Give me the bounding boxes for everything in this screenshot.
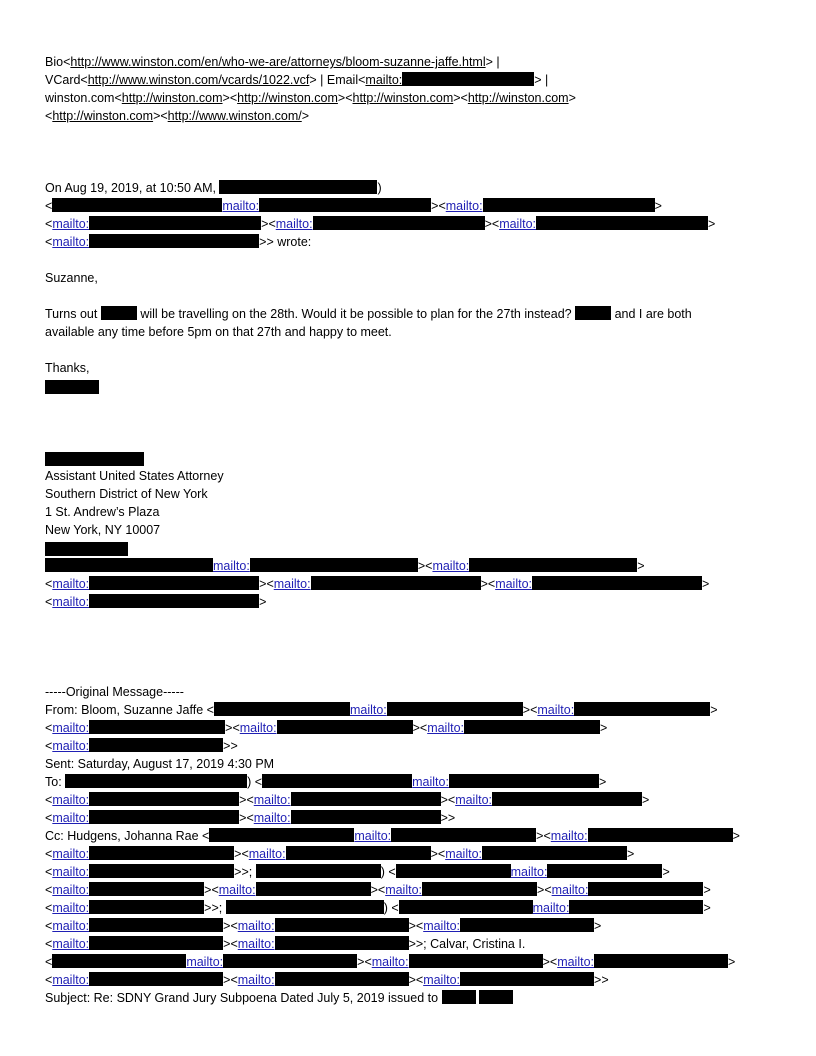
- mailto-link[interactable]: mailto:: [52, 577, 90, 591]
- sig-office: Southern District of New York: [45, 487, 208, 501]
- bio-line: Bio<http://www.winston.com/en/who-we-are/attorneys/bloom-suzanne-jaffe.html> |: [45, 55, 500, 69]
- redaction: [89, 846, 234, 860]
- closing: Thanks,: [45, 361, 90, 375]
- mailto-link[interactable]: mailto:: [237, 973, 275, 987]
- bio-link[interactable]: http://www.winston.com/en/who-we-are/attorneys/bloom-suzanne-jaffe.html: [70, 55, 486, 69]
- redaction: [89, 900, 204, 914]
- to-line: <mailto: ><mailto: ><mailto: >: [45, 793, 650, 807]
- redaction: [89, 738, 223, 752]
- mailto-link[interactable]: mailto:: [427, 721, 465, 735]
- redaction: [214, 702, 350, 716]
- redaction: [89, 864, 234, 878]
- cc-line: <mailto: ><mailto: ><mailto: >: [45, 919, 602, 933]
- mailto-link[interactable]: mailto:: [423, 973, 461, 987]
- to-line: <mailto: ><mailto: >>: [45, 811, 456, 825]
- winston-link[interactable]: http://winston.com: [467, 91, 569, 105]
- mailto-link[interactable]: mailto:: [423, 919, 461, 933]
- redaction: [89, 216, 261, 230]
- mailto-link[interactable]: mailto:: [52, 847, 90, 861]
- redaction: [479, 990, 513, 1004]
- mailto-link[interactable]: mailto:: [52, 721, 90, 735]
- mailto-link[interactable]: mailto:: [537, 703, 575, 717]
- mailto-link[interactable]: mailto:: [239, 721, 277, 735]
- redaction: [101, 306, 137, 320]
- redaction: [569, 900, 703, 914]
- redaction: [575, 306, 611, 320]
- redaction: [442, 990, 476, 1004]
- redaction: [449, 774, 599, 788]
- redaction: [89, 882, 204, 896]
- email-mailto-link[interactable]: mailto:: [365, 73, 403, 87]
- subject-line: Subject: Re: SDNY Grand Jury Subpoena Dated July 5, 2019 issued to: [45, 989, 513, 1007]
- redaction: [311, 576, 481, 590]
- redaction: [89, 594, 259, 608]
- redaction: [262, 774, 412, 788]
- mailto-link[interactable]: mailto:: [52, 811, 90, 825]
- winston-line: winston.com<http://winston.com><http://winston.com><http://winston.com><http://winston.com>: [45, 91, 576, 105]
- mailto-link[interactable]: mailto:: [550, 829, 588, 843]
- redaction: [409, 954, 543, 968]
- mailto-link[interactable]: mailto:: [213, 559, 250, 573]
- mailto-link[interactable]: mailto:: [445, 847, 483, 861]
- mailto-link[interactable]: mailto:: [275, 217, 313, 231]
- redaction: [422, 882, 537, 896]
- sig-email-line: <mailto: ><mailto: ><mailto: >: [45, 577, 710, 591]
- redaction: [52, 954, 186, 968]
- redaction: [275, 972, 409, 986]
- mailto-link[interactable]: mailto:: [52, 217, 90, 231]
- redaction: [65, 774, 247, 788]
- redaction: [219, 180, 377, 194]
- mailto-link[interactable]: mailto:: [52, 919, 90, 933]
- redaction: [250, 558, 418, 572]
- redaction: [588, 882, 703, 896]
- sig-address-1: 1 St. Andrew’s Plaza: [45, 505, 160, 519]
- redaction: [482, 846, 627, 860]
- from-line: <mailto: ><mailto: ><mailto: >: [45, 721, 608, 735]
- redaction: [209, 828, 354, 842]
- greeting: Suzanne,: [45, 271, 98, 285]
- cc-line: <mailto: ><mailto: ><mailto: ><mailto: >: [45, 883, 711, 897]
- mailto-link[interactable]: mailto:: [273, 577, 311, 591]
- cc-line: < mailto: ><mailto: ><mailto: >: [45, 955, 736, 969]
- mailto-link[interactable]: mailto:: [455, 793, 493, 807]
- sig-title: Assistant United States Attorney: [45, 469, 224, 483]
- cc-line: <mailto: ><mailto: ><mailto: >>: [45, 973, 609, 987]
- redaction: [399, 900, 533, 914]
- mailto-link[interactable]: mailto:: [52, 937, 90, 951]
- from-line: <mailto: >>: [45, 739, 238, 753]
- redaction: [286, 846, 431, 860]
- cc-line: <mailto: ><mailto: >>; Calvar, Cristina I.: [45, 937, 526, 951]
- mailto-link[interactable]: mailto:: [222, 199, 260, 213]
- redaction: [45, 380, 99, 394]
- redaction: [460, 918, 594, 932]
- redaction: [259, 198, 431, 212]
- redaction: [291, 810, 441, 824]
- mailto-link[interactable]: mailto:: [385, 883, 423, 897]
- sent-line: Sent: Saturday, August 17, 2019 4:30 PM: [45, 757, 275, 771]
- mailto-link[interactable]: mailto:: [52, 973, 90, 987]
- redaction: [483, 198, 655, 212]
- vcard-link[interactable]: http://www.winston.com/vcards/1022.vcf: [87, 73, 310, 87]
- reply-header: On Aug 19, 2019, at 10:50 AM, ): [45, 181, 382, 195]
- redaction: [89, 576, 259, 590]
- redaction: [469, 558, 637, 572]
- vcard-line: VCard<http://www.winston.com/vcards/1022.vcf> | Email<mailto: > |: [45, 73, 549, 87]
- mailto-link[interactable]: mailto:: [253, 793, 291, 807]
- body-line-2: available any time before 5pm on that 27th and happy to meet.: [45, 325, 392, 339]
- redaction: [492, 792, 642, 806]
- redaction: [574, 702, 710, 716]
- redaction: [387, 702, 523, 716]
- winston-link[interactable]: http://www.winston.com/: [167, 109, 302, 123]
- redaction: [536, 216, 708, 230]
- reply-address-line: <mailto: >> wrote:: [45, 235, 312, 249]
- sig-address-2: New York, NY 10007: [45, 523, 161, 537]
- body-line-1: Turns out will be travelling on the 28th. Would it be possible to plan for the 27th instead? and I are both: [45, 307, 692, 321]
- winston-link[interactable]: http://winston.com: [237, 91, 338, 105]
- mailto-link[interactable]: mailto:: [371, 955, 409, 969]
- winston-link[interactable]: http://winston.com: [352, 91, 454, 105]
- mailto-link[interactable]: mailto:: [510, 865, 548, 879]
- mailto-link[interactable]: mailto:: [432, 559, 470, 573]
- original-divider: -----Original Message-----: [45, 685, 184, 699]
- mailto-link[interactable]: mailto:: [52, 793, 90, 807]
- reply-address-line: <mailto: ><mailto: ><mailto: >: [45, 217, 716, 231]
- mailto-link[interactable]: mailto:: [532, 901, 570, 915]
- redaction: [594, 954, 728, 968]
- sig-email-line: mailto: ><mailto: >: [45, 557, 645, 575]
- redaction: [226, 900, 384, 914]
- mailto-link[interactable]: mailto:: [186, 955, 224, 969]
- mailto-link[interactable]: mailto:: [52, 901, 90, 915]
- redaction: [89, 234, 259, 248]
- redaction: [275, 918, 409, 932]
- redaction: [588, 828, 733, 842]
- redaction: [277, 720, 413, 734]
- cc-line: <mailto: >>; ) < mailto: >: [45, 901, 711, 915]
- mailto-link[interactable]: mailto:: [253, 811, 291, 825]
- redaction: [402, 72, 534, 86]
- redaction: [547, 864, 662, 878]
- mailto-link[interactable]: mailto:: [445, 199, 483, 213]
- redaction: [291, 792, 441, 806]
- mailto-link[interactable]: mailto:: [354, 829, 392, 843]
- redaction: [275, 936, 409, 950]
- redaction: [89, 936, 223, 950]
- cc-line: Cc: Hudgens, Johanna Rae < mailto: ><mailto: >: [45, 829, 740, 843]
- mailto-link[interactable]: mailto:: [52, 865, 90, 879]
- redaction: [391, 828, 536, 842]
- redaction: [460, 972, 594, 986]
- mailto-link[interactable]: mailto:: [52, 739, 90, 753]
- redaction: [396, 864, 511, 878]
- redaction: [256, 864, 381, 878]
- redaction: [89, 792, 239, 806]
- mailto-link[interactable]: mailto:: [52, 595, 90, 609]
- redaction: [256, 882, 371, 896]
- from-line: From: Bloom, Suzanne Jaffe < mailto: ><mailto: >: [45, 703, 718, 717]
- mailto-link[interactable]: mailto:: [237, 919, 275, 933]
- redaction: [45, 452, 144, 466]
- mailto-link[interactable]: mailto:: [248, 847, 286, 861]
- mailto-link[interactable]: mailto:: [218, 883, 256, 897]
- mailto-link[interactable]: mailto:: [499, 217, 537, 231]
- mailto-link[interactable]: mailto:: [412, 775, 449, 789]
- cc-line: <mailto: ><mailto: ><mailto: >: [45, 847, 635, 861]
- cc-line: <mailto: >>; ) < mailto: >: [45, 865, 670, 879]
- mailto-link[interactable]: mailto:: [557, 955, 595, 969]
- mailto-link[interactable]: mailto:: [52, 235, 90, 249]
- mailto-link[interactable]: mailto:: [52, 883, 90, 897]
- winston-link[interactable]: http://winston.com: [52, 109, 154, 123]
- mailto-link[interactable]: mailto:: [237, 937, 275, 951]
- redaction: [89, 972, 223, 986]
- mailto-link[interactable]: mailto:: [349, 703, 387, 717]
- redaction: [313, 216, 485, 230]
- mailto-link[interactable]: mailto:: [551, 883, 589, 897]
- redaction: [52, 198, 222, 212]
- mailto-link[interactable]: mailto:: [495, 577, 533, 591]
- redaction: [89, 720, 225, 734]
- redaction: [464, 720, 600, 734]
- winston-line-2: <http://winston.com><http://www.winston.com/>: [45, 109, 310, 123]
- sig-email-line: <mailto: >: [45, 595, 267, 609]
- redaction: [532, 576, 702, 590]
- redaction: [45, 542, 128, 556]
- redaction: [89, 918, 223, 932]
- redaction: [45, 558, 213, 572]
- to-line: To: ) < mailto: >: [45, 775, 607, 789]
- redaction: [223, 954, 357, 968]
- winston-link[interactable]: http://winston.com: [121, 91, 223, 105]
- redaction: [89, 810, 239, 824]
- reply-address-line: < mailto: ><mailto: >: [45, 199, 662, 213]
